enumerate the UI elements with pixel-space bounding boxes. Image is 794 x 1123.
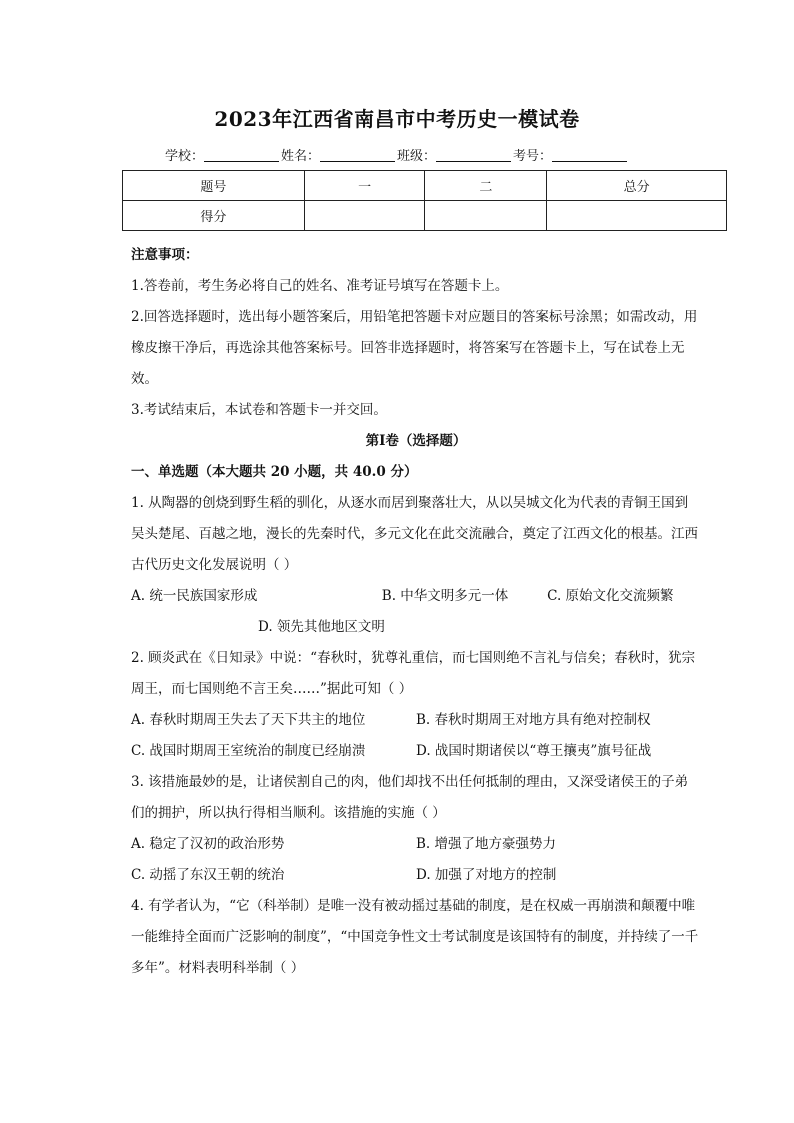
question-options [131, 829, 701, 891]
class-field[interactable]: 班级： [397, 145, 513, 164]
notice-item: 1.答卷前，考生务必将自己的姓名、准考证号填写在答题卡上。 [131, 278, 509, 294]
score-row-label: 得分 [123, 201, 305, 231]
section-title: 第Ⅰ卷（选择题） [365, 433, 467, 449]
question-options [131, 581, 701, 643]
score-cell[interactable] [425, 201, 547, 231]
option-c[interactable]: C. 原始文化交流频繁 [547, 588, 674, 604]
score-table-header [123, 171, 727, 201]
exam-body [131, 240, 701, 984]
option-b[interactable]: B. 增强了地方豪强势力 [416, 836, 557, 852]
notice-item: 3.考试结束后，本试卷和答题卡一并交回。 [131, 402, 387, 418]
score-table [122, 170, 727, 231]
option-d[interactable]: D. 领先其他地区文明 [258, 619, 385, 635]
question-stem: 3. 该措施最妙的是，让诸侯割自己的肉，他们却找不出任何抵制的理由，又深受诸侯王的子弟们的拥护，所以执行得相当顺利。该措施的实施（ ） [131, 774, 689, 821]
score-cell[interactable] [304, 201, 425, 231]
option-a[interactable]: A. 稳定了汉初的政治形势 [131, 836, 285, 852]
score-cell[interactable] [547, 201, 727, 231]
option-d[interactable]: D. 加强了对地方的控制 [416, 867, 557, 883]
exam-title: 2023年江西省南昌市中考历史一模试卷 [214, 107, 580, 131]
question-stem: 2. 顾炎武在《日知录》中说：“春秋时，犹尊礼重信，而七国则绝不言礼与信矣；春秋时，犹宗周王，而七国则绝不言王矣……”据此可知（ ） [131, 650, 696, 697]
name-field[interactable]: 姓名： [281, 145, 397, 164]
score-header-cell: 总分 [547, 171, 727, 201]
part-heading: 一、单选题（本大题共 20 小题，共 40.0 分） [131, 464, 418, 480]
option-a[interactable]: A. 春秋时期周王失去了天下共主的地位 [131, 712, 366, 728]
school-field[interactable]: 学校： [165, 145, 281, 164]
score-header-cell: 题号 [123, 171, 305, 201]
option-c[interactable]: C. 战国时期周王室统治的制度已经崩溃 [131, 743, 366, 759]
option-b[interactable]: B. 中华文明多元一体 [381, 588, 509, 604]
option-d[interactable]: D. 战国时期诸侯以“尊王攘夷”旗号征战 [416, 743, 652, 759]
option-a[interactable]: A. 统一民族国家形成 [131, 588, 258, 604]
score-table-row [123, 201, 727, 231]
score-header-cell: 一 [304, 171, 425, 201]
score-header-cell: 二 [425, 171, 547, 201]
option-c[interactable]: C. 动摇了东汉王朝的统治 [131, 867, 285, 883]
student-info-line [0, 145, 794, 164]
question-stem: 4. 有学者认为，“它（科举制）是唯一没有被动摇过基础的制度，是在权威一再崩溃和颠覆中唯一能维持全面而广泛影响的制度”，“中国竞争性文士考试制度是该国特有的制度，并持续了一千多年”。材料表明科举制（ ） [131, 898, 699, 976]
exam-number-field[interactable]: 考号： [513, 145, 629, 164]
notice-item: 2.回答选择题时，选出每小题答案后，用铅笔把答题卡对应题目的答案标号涂黑；如需改动，用橡皮擦干净后，再选涂其他答案标号。回答非选择题时，将答案写在答题卡上，写在试卷上无效。 [131, 309, 698, 387]
question-stem: 1. 从陶器的创烧到野生稻的驯化，从逐水而居到聚落壮大，从以吴城文化为代表的青铜王国到吴头楚尾、百越之地，漫长的先秦时代，多元文化在此交流融合，奠定了江西文化的根基。江西古代历史文化发展说明（ ） [131, 495, 698, 573]
option-b[interactable]: B. 春秋时期周王对地方具有绝对控制权 [416, 712, 651, 728]
question-options [131, 705, 701, 767]
notice-heading: 注意事项： [131, 247, 199, 263]
